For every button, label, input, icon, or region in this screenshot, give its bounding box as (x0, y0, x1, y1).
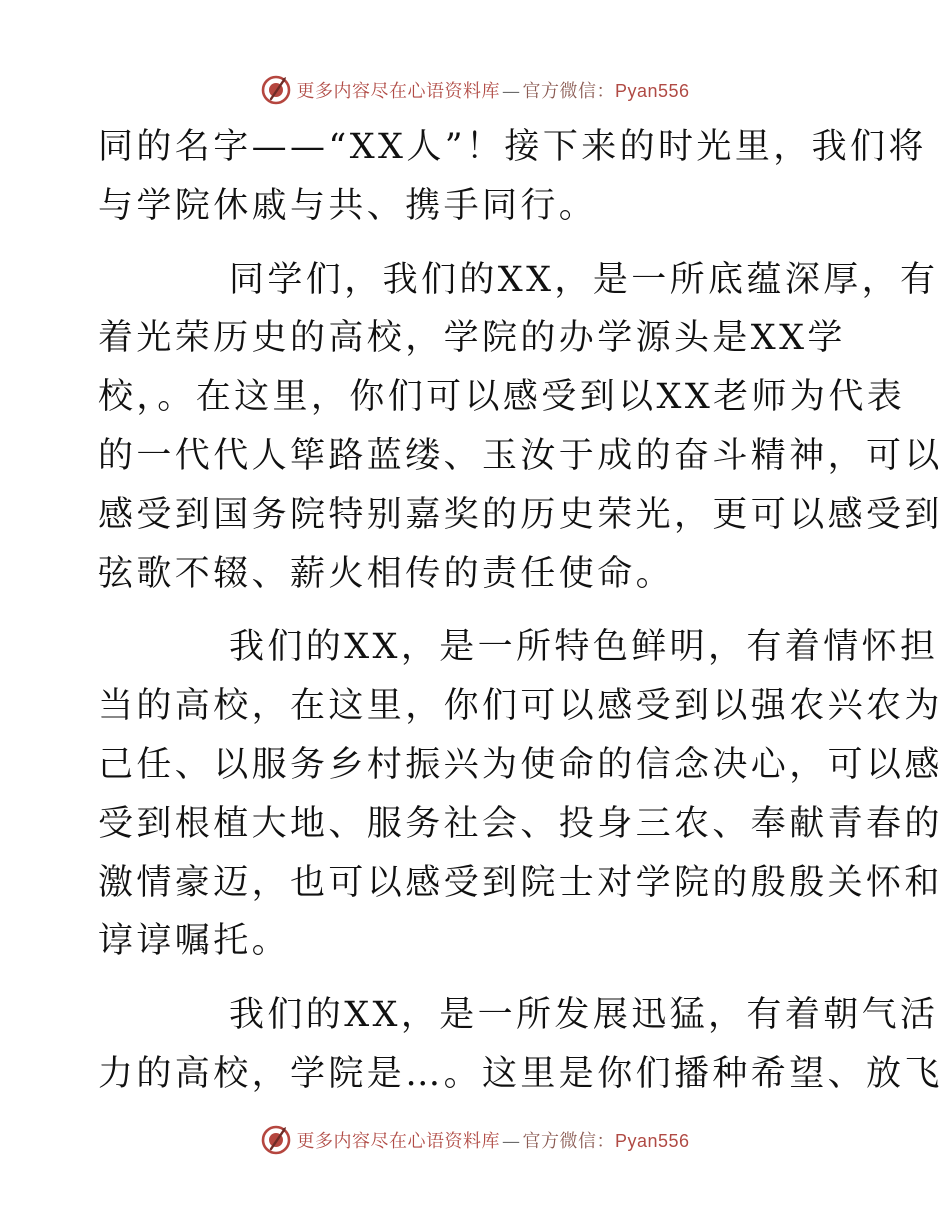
paragraph-3-line-1: 我们的XX，是一所特色鲜明，有着情怀担 (229, 627, 939, 668)
footer-banner-main: 更多内容尽在心语资料库 (296, 1131, 500, 1152)
paragraph-1-line-2: 与学院休戚与共、携手同行。 (98, 185, 598, 226)
paragraph-3-line-6: 谆谆嘱托。 (98, 921, 291, 962)
header-banner-id: Pyan556 (614, 81, 690, 101)
paragraph-2-line-2: 着光荣历史的高校，学院的办学源头是XX学 (98, 318, 846, 359)
paragraph-3-line-5: 激情豪迈，也可以感受到院士对学院的殷殷关怀和 (98, 862, 943, 903)
paragraph-2-line-1: 同学们，我们的XX，是一所底蕴深厚，有 (229, 259, 939, 300)
footer-banner-id: Pyan556 (614, 1131, 690, 1151)
header-banner-main: 更多内容尽在心语资料库 (296, 81, 500, 102)
footer-banner-sep: — (501, 1131, 521, 1152)
footer-banner-text (296, 1127, 689, 1153)
paragraph-3-line-3: 己任、以服务乡村振兴为使命的信念决心，可以感 (98, 744, 943, 785)
paragraph-3-line-2: 当的高校，在这里，你们可以感受到以强农兴农为 (98, 686, 943, 727)
paragraph-2-line-3: 校，。在这里，你们可以感受到以XX老师为代表 (98, 377, 906, 418)
logo-icon (260, 1124, 292, 1156)
header-banner (0, 70, 950, 110)
header-banner-sep: — (501, 81, 521, 102)
paragraph-1-line-1: 同的名字——“XX人”！接下来的时光里，我们将 (98, 127, 927, 167)
header-banner-label: 官方微信： (522, 81, 615, 102)
document-body (98, 118, 943, 1104)
paragraph-3-line-4: 受到根植大地、服务社会、投身三农、奉献青春的 (98, 803, 943, 844)
paragraph-2-line-4: 的一代代人筚路蓝缕、玉汝于成的奋斗精神，可以 (98, 435, 943, 476)
paragraph-2-line-5: 感受到国务院特别嘉奖的历史荣光，更可以感受到 (98, 494, 943, 535)
paragraph-4-line-2: 力的高校，学院是…。这里是你们播种希望、放飞 (98, 1053, 943, 1094)
header-banner-text (296, 77, 689, 103)
paragraph-2-line-6: 弦歌不辍、薪火相传的责任使命。 (98, 553, 675, 594)
footer-banner (0, 1120, 950, 1160)
paragraph-4-line-1: 我们的XX，是一所发展迅猛，有着朝气活 (229, 995, 939, 1036)
logo-icon (260, 74, 292, 106)
footer-banner-label: 官方微信： (522, 1131, 615, 1152)
